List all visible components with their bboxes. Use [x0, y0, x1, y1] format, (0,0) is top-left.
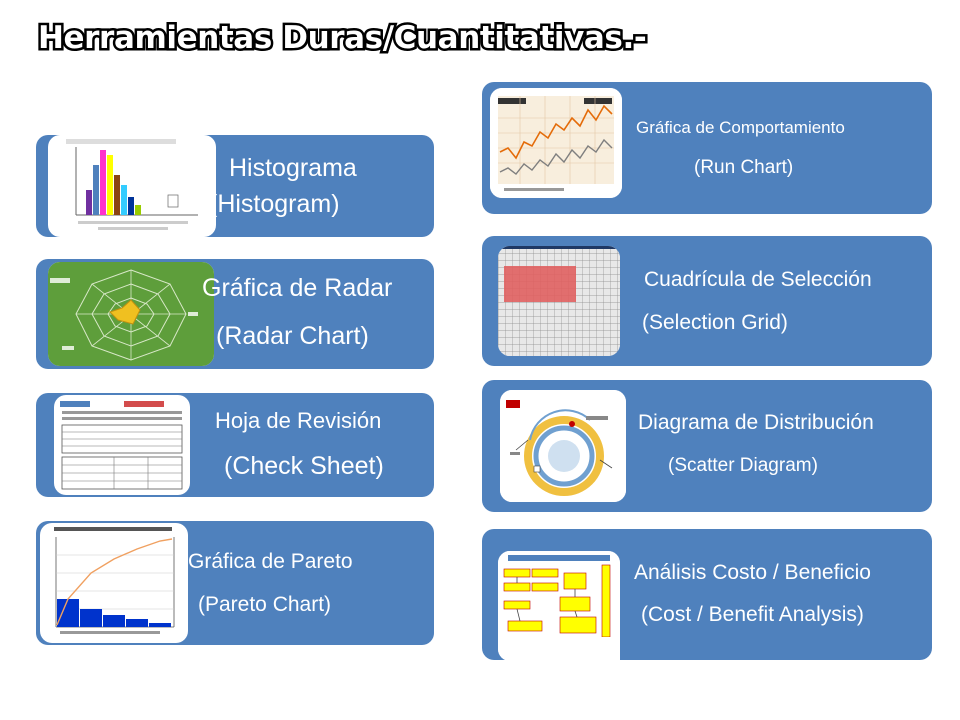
check-sheet-card[interactable] [36, 393, 434, 497]
cost-benefit-thumbnail [498, 551, 620, 661]
scatter-label-es: Diagrama de Distribución [638, 411, 874, 434]
pareto-card[interactable] [36, 521, 434, 645]
run-chart-thumbnail [490, 88, 622, 198]
cost-benefit-label-en: (Cost / Benefit Analysis) [641, 603, 864, 626]
selection-grid-label-es: Cuadrícula de Selección [644, 268, 872, 291]
page-title: Herramientas Duras/Cuantitativas.- [38, 20, 647, 56]
pareto-thumbnail [40, 523, 188, 643]
cost-benefit-card[interactable] [482, 529, 932, 660]
run-chart-label-es: Gráfica de Comportamiento [636, 118, 845, 137]
radar-thumbnail [48, 262, 214, 366]
histogram-label-es: Histograma [229, 154, 357, 182]
run-chart-label-en: (Run Chart) [694, 157, 794, 178]
selection-grid-card[interactable] [482, 236, 932, 366]
run-chart-card[interactable] [482, 82, 932, 214]
selection-grid-thumbnail [498, 246, 620, 356]
cost-benefit-label-es: Análisis Costo / Beneficio [634, 561, 871, 584]
pareto-label-en: (Pareto Chart) [198, 593, 332, 616]
radar-card[interactable] [36, 259, 434, 369]
check-sheet-label-es: Hoja de Revisión [215, 408, 382, 433]
scatter-thumbnail [500, 390, 626, 502]
histogram-thumbnail [48, 135, 216, 237]
radar-label-es: Gráfica de Radar [202, 274, 393, 302]
check-sheet-label-en: (Check Sheet) [224, 452, 384, 480]
scatter-label-en: (Scatter Diagram) [668, 455, 818, 476]
pareto-label-es: Gráfica de Pareto [188, 550, 353, 573]
check-sheet-thumbnail [54, 395, 190, 495]
histogram-card[interactable] [36, 135, 434, 237]
radar-label-en: (Radar Chart) [216, 322, 369, 350]
histogram-label-en: (Histogram) [209, 190, 340, 218]
scatter-card[interactable] [482, 380, 932, 512]
selection-grid-label-en: (Selection Grid) [642, 311, 788, 334]
